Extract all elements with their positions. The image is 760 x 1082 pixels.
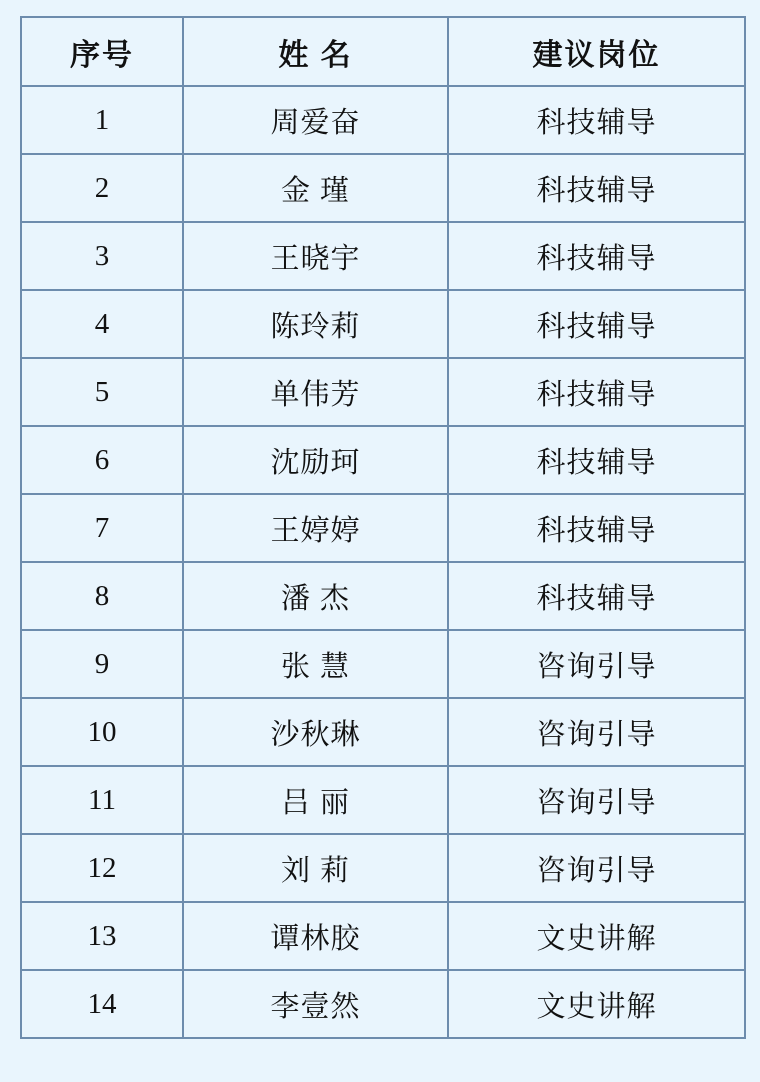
cell-position: 咨询引导	[448, 766, 745, 834]
cell-index: 2	[21, 154, 183, 222]
cell-position: 科技辅导	[448, 426, 745, 494]
column-header-index: 序号	[21, 17, 183, 86]
cell-name: 王婷婷	[183, 494, 448, 562]
cell-name: 沈励珂	[183, 426, 448, 494]
cell-name: 谭林胶	[183, 902, 448, 970]
table-row	[21, 222, 745, 290]
cell-index: 4	[21, 290, 183, 358]
cell-position: 咨询引导	[448, 630, 745, 698]
table-row	[21, 902, 745, 970]
cell-index: 8	[21, 562, 183, 630]
cell-position: 咨询引导	[448, 698, 745, 766]
cell-name: 沙秋琳	[183, 698, 448, 766]
cell-index: 3	[21, 222, 183, 290]
roster-table	[20, 16, 746, 1039]
cell-index: 14	[21, 970, 183, 1038]
cell-name: 单伟芳	[183, 358, 448, 426]
table-row	[21, 630, 745, 698]
cell-index: 1	[21, 86, 183, 154]
table-row	[21, 562, 745, 630]
cell-name: 潘 杰	[183, 562, 448, 630]
cell-index: 6	[21, 426, 183, 494]
cell-name: 陈玲莉	[183, 290, 448, 358]
cell-name: 吕 丽	[183, 766, 448, 834]
column-header-name: 姓 名	[183, 17, 448, 86]
cell-position: 咨询引导	[448, 834, 745, 902]
cell-name: 李壹然	[183, 970, 448, 1038]
cell-position: 文史讲解	[448, 970, 745, 1038]
cell-position: 文史讲解	[448, 902, 745, 970]
cell-index: 5	[21, 358, 183, 426]
table-row	[21, 766, 745, 834]
cell-name: 王晓宇	[183, 222, 448, 290]
table-row	[21, 154, 745, 222]
table-row	[21, 494, 745, 562]
table-row	[21, 290, 745, 358]
cell-position: 科技辅导	[448, 222, 745, 290]
table-row	[21, 358, 745, 426]
cell-position: 科技辅导	[448, 494, 745, 562]
cell-position: 科技辅导	[448, 290, 745, 358]
cell-name: 张 慧	[183, 630, 448, 698]
table-row	[21, 426, 745, 494]
cell-name: 周爱奋	[183, 86, 448, 154]
cell-index: 12	[21, 834, 183, 902]
cell-position: 科技辅导	[448, 562, 745, 630]
table-row	[21, 86, 745, 154]
cell-name: 金 瑾	[183, 154, 448, 222]
cell-index: 11	[21, 766, 183, 834]
cell-position: 科技辅导	[448, 358, 745, 426]
cell-name: 刘 莉	[183, 834, 448, 902]
table-row	[21, 970, 745, 1038]
table-row	[21, 698, 745, 766]
table-row	[21, 834, 745, 902]
cell-index: 9	[21, 630, 183, 698]
cell-index: 10	[21, 698, 183, 766]
column-header-position: 建议岗位	[448, 17, 745, 86]
header-row	[21, 17, 745, 86]
cell-position: 科技辅导	[448, 154, 745, 222]
cell-index: 13	[21, 902, 183, 970]
cell-index: 7	[21, 494, 183, 562]
cell-position: 科技辅导	[448, 86, 745, 154]
